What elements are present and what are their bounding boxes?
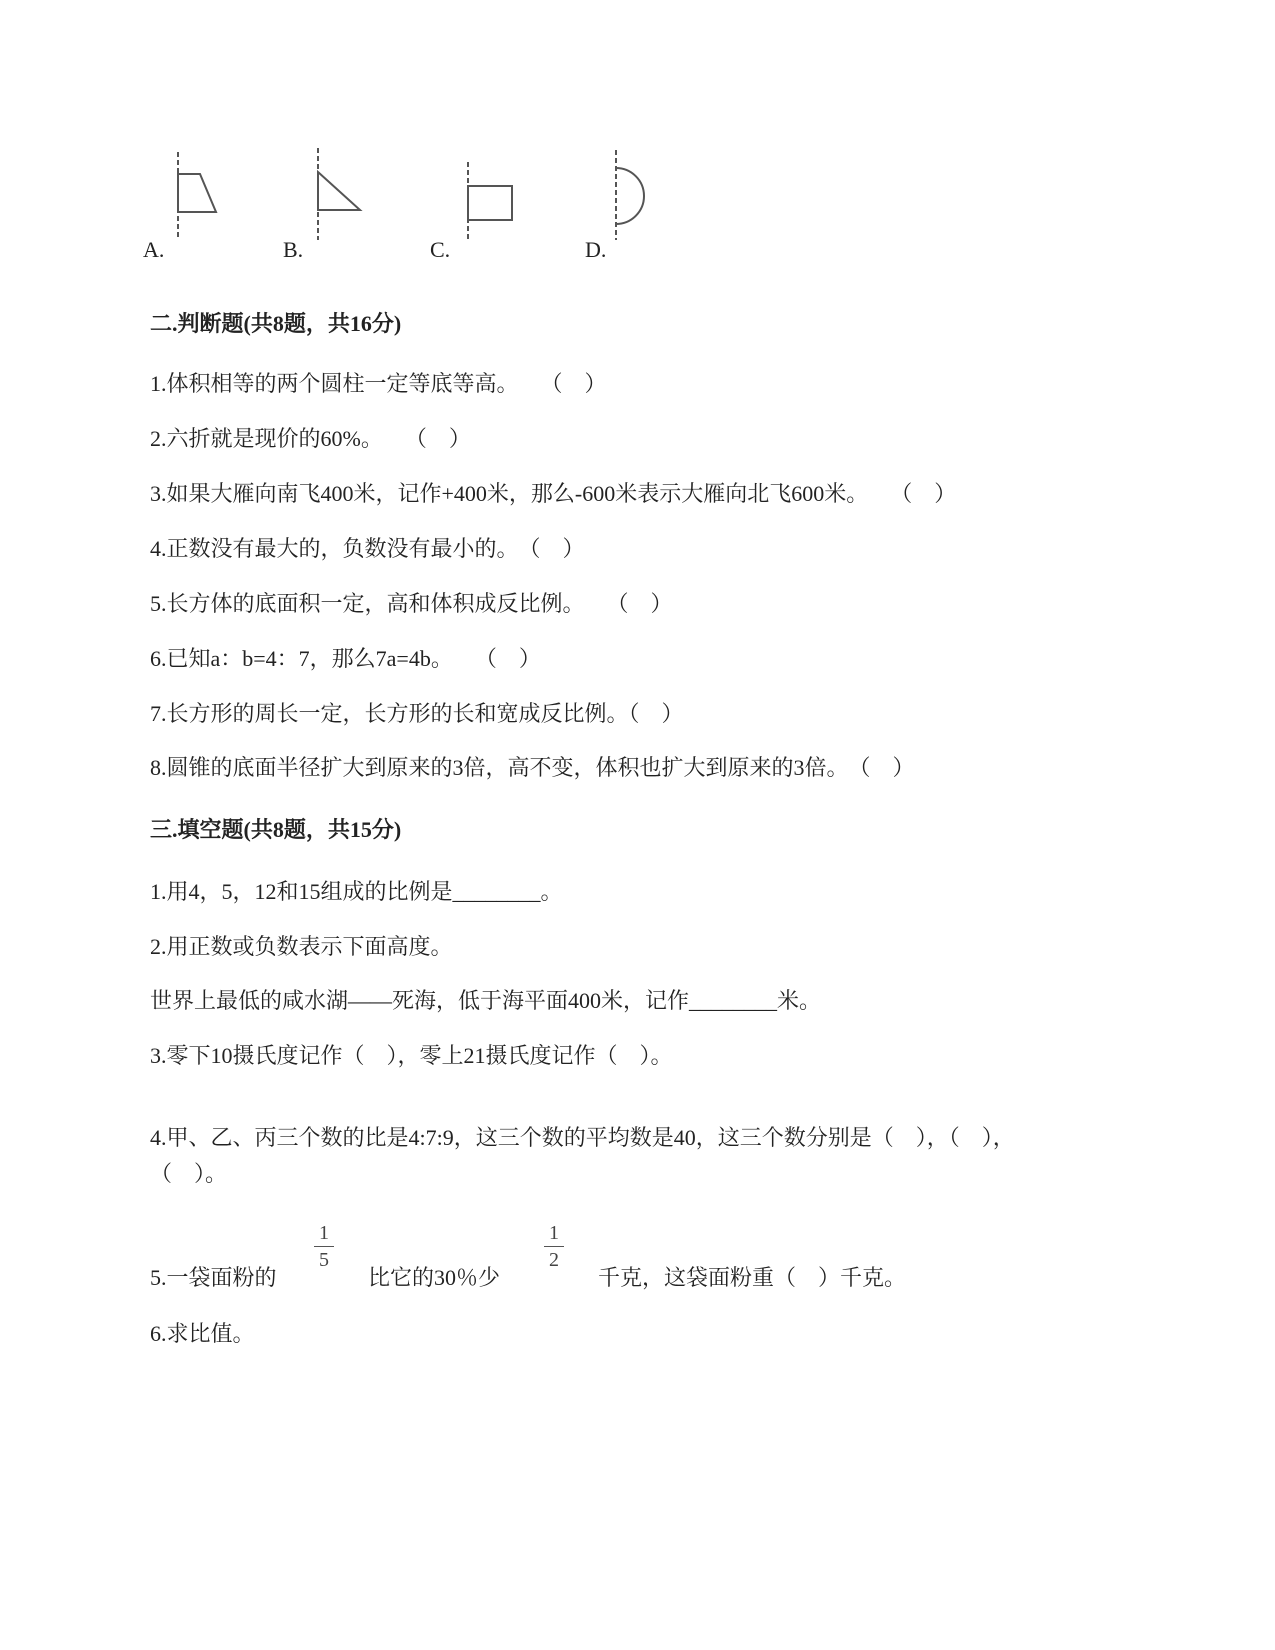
- judgment-item-4: 4.正数没有最大的，负数没有最小的。 （ ）: [150, 536, 585, 561]
- option-b-figure: [310, 146, 370, 242]
- option-c-label: C.: [430, 237, 451, 262]
- judgment-item-2: 2.六折就是现价的60%。 （ ）: [150, 426, 471, 451]
- trapezoid-shape: [178, 174, 216, 212]
- option-c-figure: [460, 160, 520, 242]
- option-d-label: D.: [585, 237, 607, 262]
- fill-item-3: 3.零下10摄氏度记作（ ），零上21摄氏度记作（ ）。: [150, 1043, 673, 1068]
- fill-item-1: 1.用4，5，12和15组成的比例是________。: [150, 879, 563, 904]
- judgment-item-8: 8.圆锥的底面半径扩大到原来的3倍，高不变，体积也扩大到原来的3倍。 （ ）: [150, 755, 915, 780]
- fraction-numerator: 1: [549, 1222, 559, 1244]
- option-b-label: B.: [283, 237, 304, 262]
- fraction-denominator: 2: [549, 1249, 559, 1271]
- fraction-bar: [314, 1246, 334, 1247]
- triangle-shape: [318, 172, 360, 210]
- fill-item-5-part3: 千克，这袋面粉重（ ）千克。: [598, 1265, 907, 1290]
- option-a-figure: [170, 150, 230, 242]
- fraction-one-half: [544, 1222, 564, 1271]
- fraction-bar: [544, 1246, 564, 1247]
- fraction-numerator: 1: [319, 1222, 329, 1244]
- fill-item-5-part1: 5.一袋面粉的: [150, 1265, 277, 1290]
- fill-item-2: 2.用正数或负数表示下面高度。: [150, 934, 453, 959]
- fraction-one-fifth: [314, 1222, 334, 1271]
- judgment-item-3: 3.如果大雁向南飞400米，记作+400米，那么-600米表示大雁向北飞600米。 （ ）: [150, 481, 957, 506]
- semicircle-shape: [616, 168, 644, 224]
- judgment-item-5: 5.长方体的底面积一定，高和体积成反比例。 （ ）: [150, 591, 673, 616]
- section3-heading: 三.填空题(共8题，共15分): [150, 817, 402, 842]
- fill-item-4: 4.甲、乙、丙三个数的比是4:7:9，这三个数的平均数是40，这三个数分别是（ ），（ ），（ ）。: [150, 1125, 1015, 1186]
- section2-heading: 二.判断题(共8题，共16分): [150, 311, 402, 336]
- judgment-item-7: 7.长方形的周长一定，长方形的长和宽成反比例。（ ）: [150, 701, 684, 726]
- fill-item-2-detail: 世界上最低的咸水湖——死海，低于海平面400米，记作________米。: [150, 988, 822, 1013]
- option-d-figure: [608, 148, 668, 242]
- fill-item-5-part2: 比它的30％少: [368, 1265, 501, 1290]
- judgment-item-1: 1.体积相等的两个圆柱一定等底等高。 （ ）: [150, 371, 607, 396]
- option-a-label: A.: [143, 237, 165, 262]
- fill-item-6: 6.求比值。: [150, 1321, 255, 1346]
- fraction-denominator: 5: [319, 1249, 329, 1271]
- rectangle-shape: [468, 186, 512, 220]
- judgment-item-6: 6.已知a：b=4：7，那么7a=4b。 （ ）: [150, 646, 541, 671]
